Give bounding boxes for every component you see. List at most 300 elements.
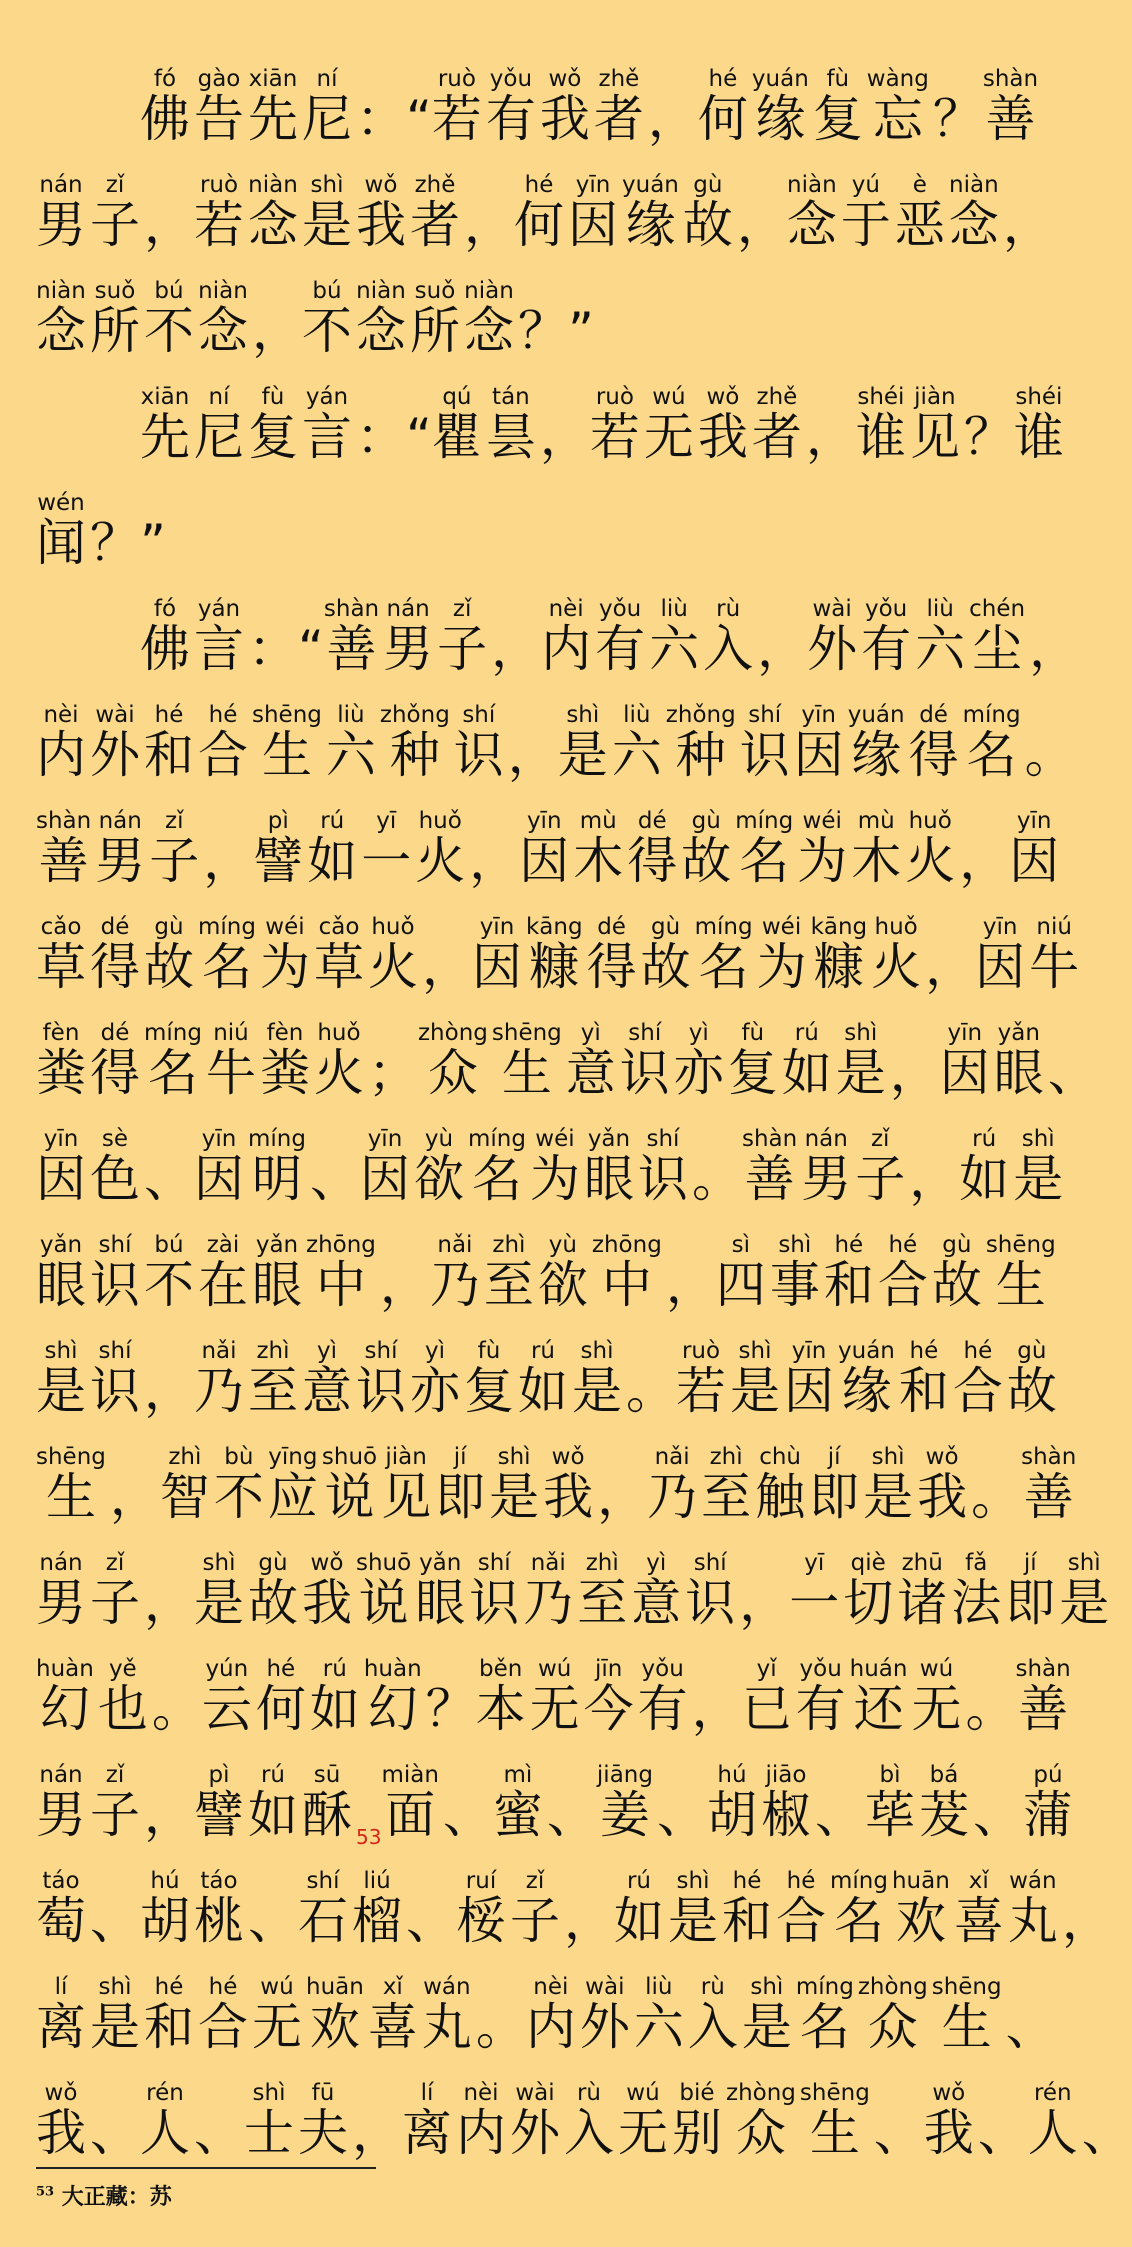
punctuation: 。 <box>971 1468 1022 1526</box>
punctuation: ， <box>421 938 472 996</box>
punctuation: ， <box>909 1150 960 1208</box>
hanzi-char <box>432 386 482 464</box>
hanzi-char <box>484 1234 534 1312</box>
hanzi-char <box>784 1340 834 1418</box>
pinyin: shì <box>36 1338 86 1364</box>
hanzi: 善 <box>36 832 92 890</box>
hanzi: 善 <box>1015 1680 1071 1738</box>
pinyin: wǒ <box>543 1444 594 1470</box>
pinyin: gù <box>248 1550 298 1576</box>
pinyin: jiàn <box>909 384 960 410</box>
text-line <box>36 676 1075 784</box>
pinyin: yù <box>413 1126 464 1152</box>
pinyin: míng <box>735 808 794 834</box>
hanzi-char <box>486 68 536 146</box>
hanzi-char <box>674 1022 724 1100</box>
pinyin: yì <box>302 1338 352 1364</box>
hanzi-char <box>356 280 406 358</box>
hanzi-char <box>510 2082 560 2160</box>
pinyin: bù <box>213 1444 264 1470</box>
hanzi: 乃 <box>429 1256 480 1314</box>
hanzi-char <box>194 1340 244 1418</box>
hanzi-char <box>858 1976 928 2054</box>
hanzi: 有 <box>485 90 536 148</box>
hanzi: 念 <box>948 196 999 254</box>
hanzi: 昙 <box>485 408 536 466</box>
hanzi-char <box>813 68 863 146</box>
hanzi: 明 <box>248 1150 306 1208</box>
hanzi-char <box>811 916 868 994</box>
hanzi-char <box>248 1340 298 1418</box>
hanzi: 蜜 <box>492 1786 543 1844</box>
pinyin: gù <box>931 1232 982 1258</box>
pinyin: xǐ <box>953 1868 1004 1894</box>
pinyin: huǒ <box>313 1020 364 1046</box>
hanzi: 酥 <box>302 1786 352 1844</box>
hanzi-char <box>728 1022 778 1100</box>
hanzi: 桵 <box>456 1892 506 1950</box>
hanzi: 故 <box>640 938 691 996</box>
hanzi-char <box>878 1234 928 1312</box>
hanzi-char <box>144 1022 202 1100</box>
pinyin: mù <box>851 808 902 834</box>
pinyin: yuán <box>838 1338 895 1364</box>
hanzi-char <box>302 68 352 146</box>
hanzi: 有 <box>861 620 912 678</box>
hanzi-char <box>730 1340 780 1418</box>
hanzi: 触 <box>755 1468 806 1526</box>
hanzi: 因 <box>975 938 1026 996</box>
hanzi-char <box>306 1234 376 1312</box>
pinyin: sè <box>90 1126 140 1152</box>
hanzi-char <box>464 1340 514 1418</box>
pinyin: wán <box>421 1974 472 2000</box>
pinyin: yīn <box>975 914 1026 940</box>
pinyin: yǒu <box>485 66 536 92</box>
hanzi: 和 <box>823 1256 874 1314</box>
hanzi-char <box>298 2082 348 2160</box>
hanzi: 丸 <box>1007 1892 1058 1950</box>
pinyin: wǒ <box>917 1444 968 1470</box>
pinyin: hé <box>144 1974 194 2000</box>
hanzi-char <box>824 1234 874 1312</box>
hanzi-char <box>695 916 753 994</box>
hanzi-char <box>194 1128 244 1206</box>
hanzi: 若 <box>589 408 640 466</box>
punctuation: ， <box>1061 1892 1112 1950</box>
hanzi-char <box>672 2082 722 2160</box>
hanzi-char <box>594 68 644 146</box>
footnote-ref[interactable]: 53 <box>356 1825 382 1849</box>
hanzi: 因 <box>784 1362 834 1420</box>
pinyin: kāng <box>525 914 583 940</box>
hanzi: 所 <box>410 302 460 360</box>
hanzi-char <box>526 1976 576 2054</box>
hanzi-char <box>493 1764 543 1842</box>
hanzi-char <box>644 386 694 464</box>
hanzi: 乃 <box>194 1362 244 1420</box>
hanzi: 见 <box>381 1468 432 1526</box>
text-line <box>36 40 1046 146</box>
hanzi: 无 <box>529 1680 580 1738</box>
pinyin: qú <box>431 384 482 410</box>
hanzi: 人 <box>1027 2104 1078 2162</box>
hanzi-char <box>897 1552 947 1630</box>
hanzi: 色 <box>90 1150 140 1208</box>
hanzi-char <box>584 1128 634 1206</box>
pinyin: wǒ <box>302 1550 352 1576</box>
hanzi: 因 <box>471 938 522 996</box>
hanzi: 因 <box>359 1150 410 1208</box>
pinyin: wú <box>643 384 694 410</box>
pinyin: yīn <box>36 1126 86 1152</box>
hanzi-char <box>194 1764 244 1842</box>
hanzi-char <box>144 704 194 782</box>
hanzi: 念 <box>36 302 86 360</box>
pinyin: yǒu <box>795 1656 846 1682</box>
hanzi: 是 <box>863 1468 914 1526</box>
hanzi: 为 <box>529 1150 580 1208</box>
hanzi-char <box>36 916 86 994</box>
hanzi: 我 <box>302 1574 352 1632</box>
pinyin: yǒu <box>861 596 912 622</box>
hanzi: 不 <box>144 1256 194 1314</box>
hanzi-char <box>206 1022 256 1100</box>
pinyin: rù <box>564 2080 614 2106</box>
hanzi: 名 <box>144 1044 202 1102</box>
hanzi-char <box>456 1870 506 1948</box>
hanzi-char <box>963 704 1021 782</box>
punctuation: ， <box>647 90 698 148</box>
hanzi-char <box>794 704 844 782</box>
hanzi: 意 <box>631 1574 682 1632</box>
punctuation: 、 <box>814 1786 865 1844</box>
pinyin: shí <box>90 1232 140 1258</box>
punctuation: 、 <box>1005 1998 1056 2056</box>
hanzi: 榴 <box>352 1892 402 1950</box>
hanzi-char <box>951 1552 1001 1630</box>
hanzi-char <box>1005 1552 1055 1630</box>
hanzi-char <box>302 174 352 252</box>
pinyin: hé <box>255 1656 306 1682</box>
hanzi: 于 <box>840 196 891 254</box>
hanzi: 智 <box>159 1468 210 1526</box>
pinyin: wàng <box>866 66 929 92</box>
hanzi: 合 <box>198 726 248 784</box>
hanzi: 牛 <box>1029 938 1080 996</box>
hanzi: 一 <box>789 1574 840 1632</box>
punctuation: ？ <box>963 408 1014 466</box>
hanzi: 尼 <box>302 90 352 148</box>
pinyin: rú <box>614 1868 664 1894</box>
pinyin: rù <box>703 596 754 622</box>
hanzi: 意 <box>302 1362 352 1420</box>
punctuation: ， <box>203 832 254 890</box>
pinyin: fèn <box>36 1020 86 1046</box>
pinyin: yīn <box>194 1126 244 1152</box>
text-line <box>36 1312 1057 1420</box>
hanzi: 欢 <box>891 1892 950 1950</box>
hanzi: 男 <box>36 196 86 254</box>
pinyin: hé <box>823 1232 874 1258</box>
pinyin: zǐ <box>510 1868 560 1894</box>
hanzi-char <box>302 1340 352 1418</box>
hanzi: 是 <box>572 1362 622 1420</box>
pinyin: fǎ <box>951 1550 1002 1576</box>
sutra-text <box>36 40 1132 2162</box>
pinyin: shēng <box>36 1444 106 1470</box>
hanzi-char <box>618 2082 668 2160</box>
pinyin: yán <box>194 596 244 622</box>
hanzi: 子 <box>90 196 140 254</box>
pinyin: kāng <box>810 914 868 940</box>
hanzi-char <box>310 1658 360 1736</box>
hanzi-char <box>149 810 199 888</box>
punctuation: 。 <box>626 1362 676 1420</box>
hanzi-char <box>402 2082 452 2160</box>
hanzi: 中 <box>306 1256 376 1314</box>
pinyin: ní <box>194 384 244 410</box>
punctuation: ， <box>144 1786 194 1844</box>
hanzi-char <box>592 1234 662 1312</box>
pinyin: shì <box>863 1444 914 1470</box>
hanzi-char <box>194 1552 244 1630</box>
hanzi: 即 <box>1005 1574 1056 1632</box>
hanzi-char <box>905 810 955 888</box>
pinyin: bá <box>918 1762 969 1788</box>
pinyin: niàn <box>36 278 86 304</box>
pinyin: zǐ <box>855 1126 906 1152</box>
hanzi: 至 <box>248 1362 298 1420</box>
hanzi-char <box>464 280 514 358</box>
text-line <box>36 1630 1071 1738</box>
pinyin: yún <box>201 1656 252 1682</box>
punctuation: 。 <box>475 1998 526 2056</box>
hanzi-char <box>543 1446 593 1524</box>
text-line <box>36 994 1098 1102</box>
hanzi-char <box>198 916 256 994</box>
hanzi-char <box>577 1552 627 1630</box>
pinyin: jí <box>435 1444 486 1470</box>
punctuation: ？” <box>90 514 166 572</box>
hanzi: 至 <box>483 1256 534 1314</box>
hanzi: 在 <box>198 1256 248 1314</box>
hanzi-char <box>707 1764 757 1842</box>
pinyin: wéi <box>259 914 310 940</box>
pinyin: gù <box>1006 1338 1057 1364</box>
hanzi: 善 <box>982 90 1039 148</box>
hanzi: 生 <box>985 1256 1056 1314</box>
pinyin: suǒ <box>410 278 460 304</box>
pinyin: shì <box>572 1338 622 1364</box>
hanzi: 我 <box>923 2104 974 2162</box>
pinyin: hé <box>877 1232 928 1258</box>
hanzi: 四 <box>715 1256 766 1314</box>
hanzi-char <box>302 386 352 464</box>
hanzi-char <box>668 1870 718 1948</box>
pinyin: yǐ <box>741 1656 792 1682</box>
hanzi-char <box>144 916 194 994</box>
hanzi: 和 <box>898 1362 949 1420</box>
pinyin: shàn <box>36 808 92 834</box>
hanzi: 牛 <box>205 1044 256 1102</box>
hanzi: 因 <box>36 1150 86 1208</box>
hanzi-char <box>486 386 536 464</box>
punctuation: ； <box>367 1044 418 1102</box>
punctuation: 、 <box>546 1786 597 1844</box>
hanzi: 忘 <box>866 90 929 148</box>
hanzi-char <box>360 1128 410 1206</box>
pinyin: yuán <box>847 702 905 728</box>
hanzi-char <box>932 1976 1002 2054</box>
hanzi-char <box>638 1658 688 1736</box>
hanzi-char <box>740 704 790 782</box>
hanzi-char <box>703 598 753 676</box>
hanzi: 不 <box>302 302 352 360</box>
hanzi: 不 <box>144 302 194 360</box>
hanzi-char <box>1013 1128 1063 1206</box>
hanzi: 姜 <box>596 1786 653 1844</box>
hanzi: 生 <box>799 2104 870 2162</box>
hanzi: 见 <box>909 408 960 466</box>
pinyin: wǒ <box>36 2080 86 2106</box>
pinyin: zhōng <box>306 1232 376 1258</box>
punctuation: 、 <box>1081 2104 1132 2162</box>
pinyin: zhǒng <box>665 702 736 728</box>
pinyin: qiè <box>843 1550 894 1576</box>
hanzi: 子 <box>855 1150 906 1208</box>
pinyin: yīn <box>784 1338 834 1364</box>
hanzi-char <box>36 492 86 570</box>
punctuation: ， <box>144 1362 194 1420</box>
pinyin: yǎn <box>993 1020 1044 1046</box>
pinyin: wǒ <box>539 66 590 92</box>
hanzi: 糠 <box>810 938 868 996</box>
hanzi: 眼 <box>415 1574 466 1632</box>
pinyin: nǎi <box>194 1338 244 1364</box>
hanzi-char <box>314 1022 364 1100</box>
pinyin: shì <box>668 1868 718 1894</box>
hanzi-char <box>530 1128 580 1206</box>
hanzi: 若 <box>676 1362 726 1420</box>
hanzi-char <box>381 1764 438 1842</box>
pinyin: fù <box>464 1338 514 1364</box>
hanzi: 名 <box>795 1998 854 2056</box>
pinyin: dé <box>586 914 637 940</box>
pinyin: zhòng <box>857 1974 928 2000</box>
hanzi: 言 <box>302 408 352 466</box>
hanzi-char <box>647 1446 697 1524</box>
hanzi: 说 <box>356 1574 412 1632</box>
hanzi-char <box>326 704 376 782</box>
pinyin: shuō <box>356 1550 412 1576</box>
pinyin: bú <box>144 278 194 304</box>
hanzi: 因 <box>1009 832 1060 890</box>
punctuation: ， <box>1002 196 1053 254</box>
hanzi-char <box>90 916 140 994</box>
punctuation: ， <box>597 1468 648 1526</box>
hanzi: 识 <box>453 726 504 784</box>
hanzi: 为 <box>259 938 310 996</box>
pinyin: yǒu <box>595 596 646 622</box>
pinyin: niú <box>1029 914 1080 940</box>
punctuation: 、 <box>144 1150 194 1208</box>
hanzi-char <box>90 1340 140 1418</box>
hanzi: 意 <box>565 1044 616 1102</box>
hanzi: 合 <box>198 1998 248 2056</box>
pinyin: nán <box>36 172 86 198</box>
pinyin: nán <box>36 1550 86 1576</box>
hanzi-char <box>248 1128 306 1206</box>
pinyin: rú <box>248 1762 298 1788</box>
hanzi-char <box>414 1128 464 1206</box>
pinyin: míng <box>198 914 256 940</box>
pinyin: dé <box>90 1020 140 1046</box>
hanzi: 外 <box>90 726 140 784</box>
hanzi: 有 <box>595 620 646 678</box>
hanzi: 椒 <box>760 1786 811 1844</box>
footnote-text: 大正藏：苏 <box>61 2184 172 2210</box>
hanzi-char <box>752 68 809 146</box>
hanzi: 故 <box>931 1256 982 1314</box>
hanzi: 无 <box>252 1998 302 2056</box>
pinyin: zǐ <box>90 172 140 198</box>
hanzi-char <box>314 916 364 994</box>
hanzi: 合 <box>776 1892 826 1950</box>
hanzi-char <box>855 1128 905 1206</box>
hanzi: 名 <box>962 726 1021 784</box>
hanzi: 欢 <box>306 1998 364 2056</box>
hanzi: 眼 <box>993 1044 1044 1102</box>
footnote-number: 53 <box>36 2184 55 2200</box>
pinyin: zǐ <box>149 808 200 834</box>
hanzi-char <box>564 2082 614 2160</box>
pinyin: míng <box>830 1868 888 1894</box>
hanzi: 缘 <box>751 90 809 148</box>
text-line <box>36 1418 1077 1526</box>
hanzi: 复 <box>727 1044 778 1102</box>
hanzi-char <box>573 810 623 888</box>
hanzi: 念 <box>248 196 298 254</box>
hanzi: 识 <box>90 1362 140 1420</box>
punctuation: ， <box>925 938 976 996</box>
hanzi: 欲 <box>537 1256 588 1314</box>
hanzi: 有 <box>637 1680 688 1738</box>
punctuation: 、 <box>194 2104 244 2162</box>
hanzi: 生 <box>491 1044 562 1102</box>
hanzi: 谁 <box>855 408 906 466</box>
punctuation: ， <box>469 832 520 890</box>
pinyin: rù <box>687 1974 738 2000</box>
pinyin: yě <box>97 1656 148 1682</box>
pinyin: yán <box>302 384 352 410</box>
hanzi: 如 <box>614 1892 664 1950</box>
hanzi-char <box>144 1976 194 2054</box>
pinyin: shí <box>298 1868 348 1894</box>
hanzi-char <box>410 1340 460 1418</box>
hanzi-char <box>1028 2082 1078 2160</box>
hanzi: 入 <box>564 2104 614 2162</box>
punctuation: ， <box>144 196 194 254</box>
hanzi-char <box>492 1022 562 1100</box>
hanzi-char <box>523 1552 573 1630</box>
hanzi-char <box>924 2082 974 2160</box>
text-line <box>36 1524 1110 1632</box>
hanzi-char <box>198 1234 248 1312</box>
hanzi-char <box>895 174 945 252</box>
hanzi-char <box>526 916 583 994</box>
hanzi: 譬 <box>253 832 304 890</box>
